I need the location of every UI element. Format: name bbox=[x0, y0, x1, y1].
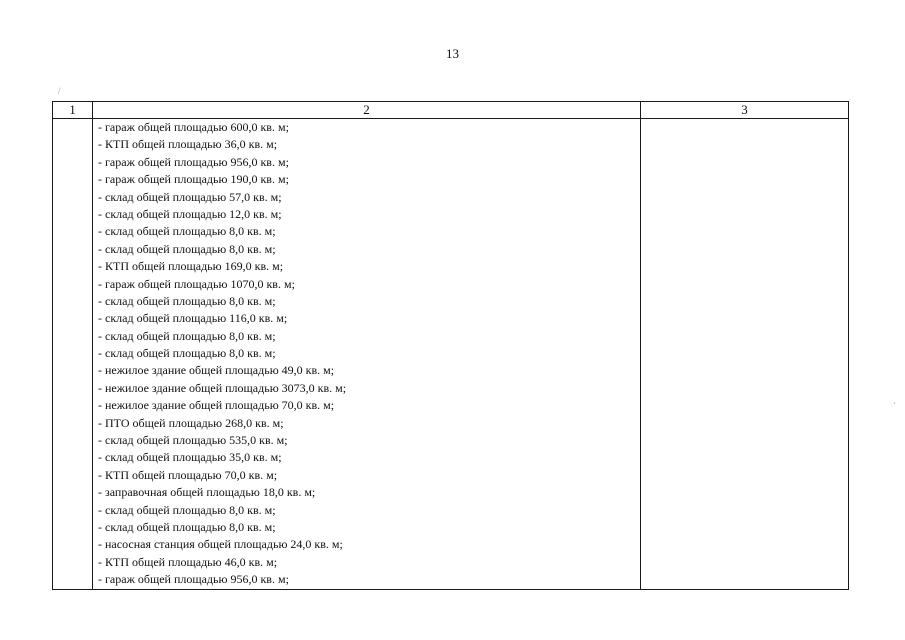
list-item: - гараж общей площадью 190,0 кв. м; bbox=[98, 172, 289, 187]
list-item: - нежилое здание общей площадью 3073,0 кв. м; bbox=[98, 380, 347, 395]
list-item: - склад общей площадью 57,0 кв. м; bbox=[98, 189, 282, 204]
property-list-cell bbox=[93, 119, 641, 590]
column-header-3: 3 bbox=[641, 102, 849, 119]
list-item: - насосная станция общей площадью 24,0 кв. м; bbox=[98, 537, 343, 552]
scan-speck: / bbox=[58, 86, 61, 96]
list-item: - склад общей площадью 12,0 кв. м; bbox=[98, 206, 282, 221]
list-item: - КТП общей площадью 70,0 кв. м; bbox=[98, 467, 278, 482]
column-header-1: 1 bbox=[53, 102, 93, 119]
list-item: - КТП общей площадью 36,0 кв. м; bbox=[98, 137, 278, 152]
scan-speck: · bbox=[893, 398, 896, 408]
list-item: - нежилое здание общей площадью 70,0 кв. м; bbox=[98, 398, 335, 413]
list-item: - ПТО общей площадью 268,0 кв. м; bbox=[98, 415, 284, 430]
list-item: - склад общей площадью 35,0 кв. м; bbox=[98, 450, 282, 465]
column-3-cell bbox=[641, 119, 849, 590]
page-number: 13 bbox=[446, 46, 459, 61]
list-item: - склад общей площадью 8,0 кв. м; bbox=[98, 293, 276, 308]
property-list bbox=[98, 119, 640, 589]
table-header-row bbox=[53, 102, 849, 119]
list-item: - склад общей площадью 116,0 кв. м; bbox=[98, 311, 288, 326]
column-1-cell bbox=[53, 119, 93, 590]
list-item: - склад общей площадью 8,0 кв. м; bbox=[98, 502, 276, 517]
list-item: - нежилое здание общей площадью 49,0 кв. м; bbox=[98, 363, 335, 378]
list-item: - склад общей площадью 8,0 кв. м; bbox=[98, 328, 276, 343]
list-item: - склад общей площадью 535,0 кв. м; bbox=[98, 433, 288, 448]
table-row bbox=[53, 119, 849, 590]
list-item: - склад общей площадью 8,0 кв. м; bbox=[98, 224, 276, 239]
list-item: - склад общей площадью 8,0 кв. м; bbox=[98, 241, 276, 256]
list-item: - гараж общей площадью 600,0 кв. м; bbox=[98, 120, 289, 134]
column-header-2: 2 bbox=[93, 102, 641, 119]
list-item: - КТП общей площадью 169,0 кв. м; bbox=[98, 259, 284, 274]
list-item: - склад общей площадью 8,0 кв. м; bbox=[98, 519, 276, 534]
property-table bbox=[52, 101, 849, 590]
list-item: - КТП общей площадью 46,0 кв. м; bbox=[98, 554, 278, 569]
list-item: - склад общей площадью 8,0 кв. м; bbox=[98, 346, 276, 361]
list-item: - заправочная общей площадью 18,0 кв. м; bbox=[98, 485, 316, 500]
list-item: - гараж общей площадью 1070,0 кв. м; bbox=[98, 276, 295, 291]
list-item: - гараж общей площадью 956,0 кв. м; bbox=[98, 572, 289, 587]
list-item: - гараж общей площадью 956,0 кв. м; bbox=[98, 154, 289, 169]
